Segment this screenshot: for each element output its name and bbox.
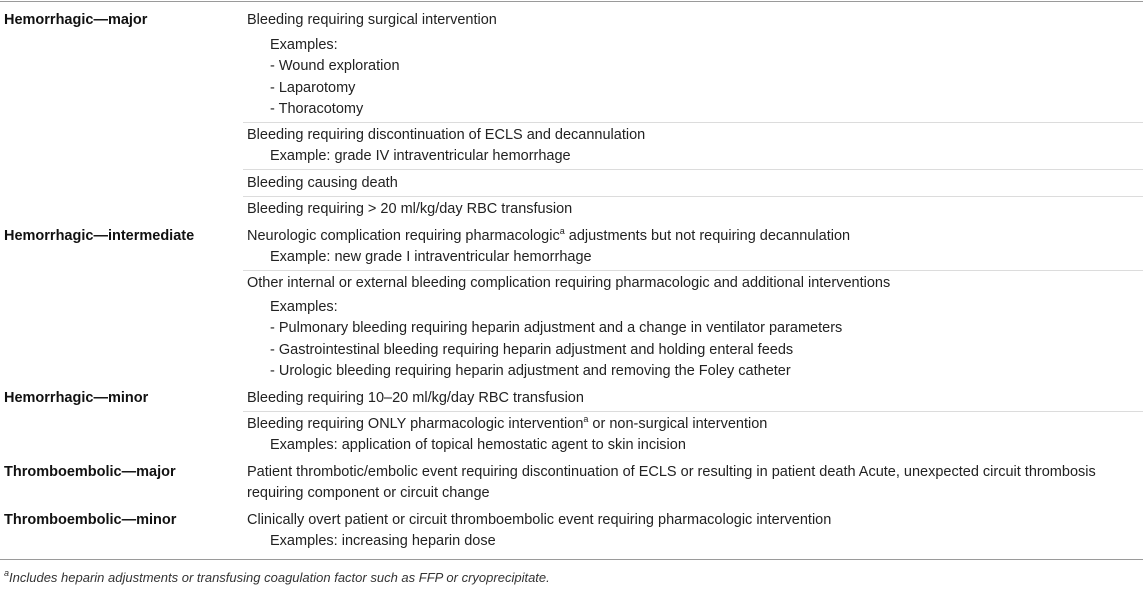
criterion-other-bleeding: Other internal or external bleeding complication requiring pharmacologic and additional interventions <box>247 275 891 291</box>
example-urologic-bleeding: - Urologic bleeding requiring heparin adjustment and removing the Foley catheter <box>270 363 791 379</box>
example-topical-hemostatic: Examples: application of topical hemostatic agent to skin incision <box>270 437 686 453</box>
example-pulmonary-bleeding: - Pulmonary bleeding requiring heparin adjustment and a change in ventilator parameters <box>270 320 843 336</box>
criterion-pharmacologic-only <box>247 416 767 432</box>
example-grade-i-hemorrhage: Example: new grade I intraventricular hemorrhage <box>270 249 592 265</box>
example-increasing-heparin: Examples: increasing heparin dose <box>270 533 496 549</box>
category-hemorrhagic-minor: Hemorrhagic—minor <box>4 390 149 406</box>
examples-heading: Examples: <box>270 37 338 53</box>
example-laparotomy: - Laparotomy <box>270 80 356 96</box>
text-after: adjustments but not requiring decannulation <box>564 228 851 244</box>
category-thromboembolic-major: Thromboembolic—major <box>4 464 176 480</box>
text-after: or non-surgical intervention <box>588 416 768 432</box>
footnote-marker: a <box>4 568 10 578</box>
criterion-bleeding-death: Bleeding causing death <box>247 175 398 191</box>
footnote-text: Includes heparin adjustments or transfusing coagulation factor such as FFP or cryoprecipitate. <box>9 570 550 585</box>
example-grade-iv-hemorrhage: Example: grade IV intraventricular hemorrhage <box>270 148 571 164</box>
example-gastrointestinal-bleeding: - Gastrointestinal bleeding requiring heparin adjustment and holding enteral feeds <box>270 342 794 358</box>
criterion-rbc-10-20: Bleeding requiring 10–20 ml/kg/day RBC transfusion <box>247 390 584 406</box>
item-divider <box>243 270 1143 271</box>
category-hemorrhagic-major: Hemorrhagic—major <box>4 12 148 28</box>
footnote-marker: a <box>583 414 589 424</box>
item-divider <box>243 411 1143 412</box>
item-divider <box>243 169 1143 170</box>
criterion-thrombotic-event: Patient thrombotic/embolic event requiring discontinuation of ECLS or resulting in patient death Acute, unexpected circuit thrombosis <box>247 464 1096 480</box>
criterion-surgical-intervention: Bleeding requiring surgical intervention <box>247 12 497 28</box>
table-bottom-rule <box>0 559 1143 560</box>
category-hemorrhagic-intermediate: Hemorrhagic—intermediate <box>4 228 195 244</box>
criterion-discontinuation-decannulation: Bleeding requiring discontinuation of ECLS and decannulation <box>247 127 646 143</box>
criterion-thrombotic-event-continued: requiring component or circuit change <box>247 485 490 501</box>
examples-heading: Examples: <box>270 299 338 315</box>
footnote-marker: a <box>559 226 565 236</box>
criterion-rbc-over-20: Bleeding requiring > 20 ml/kg/day RBC transfusion <box>247 201 573 217</box>
example-thoracotomy: - Thoracotomy <box>270 101 364 117</box>
example-wound-exploration: - Wound exploration <box>270 58 400 74</box>
criterion-overt-thromboembolic-event: Clinically overt patient or circuit thromboembolic event requiring pharmacologic intervention <box>247 512 832 528</box>
item-divider <box>243 196 1143 197</box>
criterion-neurologic-complication <box>247 228 850 244</box>
table-top-rule <box>0 1 1143 2</box>
text-before: Neurologic complication requiring pharmacologic <box>247 228 560 244</box>
table-footnote <box>4 570 550 585</box>
text-before: Bleeding requiring ONLY pharmacologic intervention <box>247 416 584 432</box>
item-divider <box>243 122 1143 123</box>
category-thromboembolic-minor: Thromboembolic—minor <box>4 512 177 528</box>
